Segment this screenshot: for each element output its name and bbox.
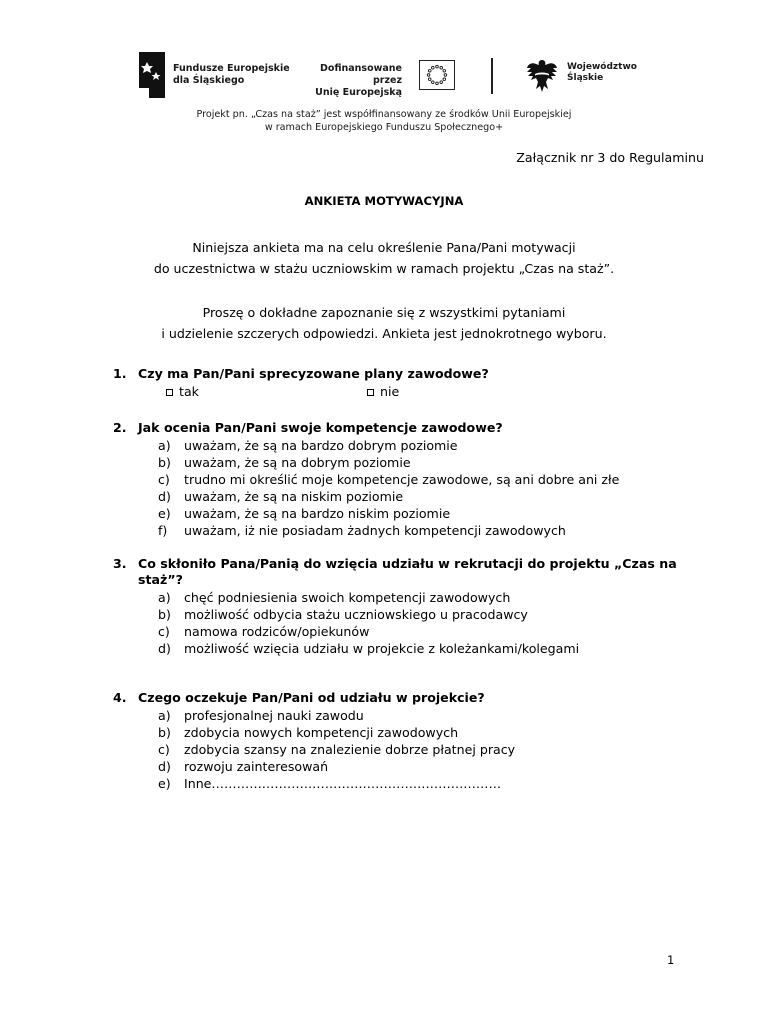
checkbox-no[interactable] [367, 389, 374, 396]
answer-option[interactable] [158, 640, 693, 657]
answer-list [158, 707, 693, 792]
answer-letter: c) [158, 472, 170, 487]
funds-logo-icon [139, 52, 165, 98]
question-heading [113, 690, 693, 706]
region-logo-text [567, 62, 637, 84]
answer-text: uważam, iż nie posiadam żadnych kompetencji zawodowych [184, 523, 566, 538]
answer-text: chęć podniesienia swoich kompetencji zawodowych [184, 590, 511, 605]
intro-p1-line2: do uczestnictwa w stażu uczniowskim w ramach projektu „Czas na staż”. [153, 261, 615, 276]
answer-letter: a) [158, 438, 171, 453]
question-text: Jak ocenia Pan/Pani swoje kompetencje zawodowe? [138, 420, 503, 435]
answer-letter: d) [158, 759, 171, 774]
project-note-line2: w ramach Europejskiego Funduszu Społecznego+ [264, 121, 504, 133]
region-line1: Województwo [567, 62, 637, 72]
question-heading [113, 420, 693, 436]
answer-text: możliwość wzięcia udziału w projekcie z koleżankami/kolegami [184, 641, 580, 656]
answer-option[interactable] [158, 522, 693, 539]
question-number: 1. [113, 366, 127, 381]
option-no[interactable] [367, 384, 399, 400]
question-2 [113, 420, 693, 539]
answer-text: rozwoju zainteresowań [184, 759, 329, 774]
intro-paragraph-2 [0, 302, 768, 344]
answer-option[interactable] [158, 437, 693, 454]
option-yes-label: tak [179, 384, 199, 399]
answer-text: możliwość odbycia stażu uczniowskiego u pracodawcy [184, 607, 528, 622]
project-note-line1: Projekt pn. „Czas na staż” jest współfinansowany ze środków Unii Europejskiej [196, 109, 572, 120]
funds-logo-line2: dla Śląskiego [173, 75, 245, 86]
intro-paragraph-1 [0, 237, 768, 279]
answer-letter: b) [158, 725, 171, 740]
answer-letter: b) [158, 607, 171, 622]
answer-option[interactable] [158, 589, 693, 606]
answer-text: uważam, że są na niskim poziomie [184, 489, 404, 504]
answer-option[interactable] [158, 623, 693, 640]
project-cofinancing-note [150, 109, 618, 134]
answer-text: Inne…………………………………………………………… [184, 776, 502, 791]
answer-text: profesjonalnej nauki zawodu [184, 708, 364, 723]
question-text: Czy ma Pan/Pani sprecyzowane plany zawodowe? [138, 366, 489, 381]
eu-flag-icon [419, 60, 455, 90]
answer-letter: d) [158, 489, 171, 504]
answer-letter: a) [158, 590, 171, 605]
region-line2: Śląskie [567, 73, 604, 83]
answer-option[interactable] [158, 724, 693, 741]
question-text: Czego oczekuje Pan/Pani od udziału w projekcie? [138, 690, 485, 705]
answer-letter: c) [158, 624, 170, 639]
answer-option[interactable] [158, 488, 693, 505]
question-heading [113, 366, 693, 382]
answer-text: uważam, że są na bardzo dobrym poziomie [184, 438, 458, 453]
answer-text: zdobycia szansy na znalezienie dobrze płatnej pracy [184, 742, 516, 757]
answer-option[interactable] [158, 606, 693, 623]
answer-option[interactable] [158, 741, 693, 758]
answer-letter: f) [158, 523, 168, 538]
page-title: ANKIETA MOTYWACYJNA [304, 194, 464, 208]
annex-label: Załącznik nr 3 do Regulaminu [516, 150, 704, 165]
question-text: Co skłoniło Pana/Panią do wzięcia udziału w rekrutacji do projektu „Czas na staż”? [138, 556, 677, 587]
page-number: 1 [667, 953, 675, 967]
answer-text: uważam, że są na dobrym poziomie [184, 455, 411, 470]
answer-option[interactable] [158, 758, 693, 775]
question-number: 4. [113, 690, 127, 705]
option-no-label: nie [380, 384, 400, 399]
answer-list [158, 437, 693, 539]
answer-option[interactable] [158, 471, 693, 488]
answer-letter: c) [158, 742, 170, 757]
funds-logo-text [173, 63, 290, 87]
question-3 [113, 556, 693, 657]
question-number: 3. [113, 556, 127, 571]
answer-letter: e) [158, 506, 171, 521]
intro-p2-line2: i udzielenie szczerych odpowiedzi. Ankieta jest jednokrotnego wyboru. [161, 326, 607, 341]
logo-separator [491, 58, 493, 94]
eu-text-line2: Unię Europejską [315, 87, 402, 98]
answer-option[interactable] [158, 707, 693, 724]
yes-no-options [166, 384, 693, 400]
funds-logo-line1: Fundusze Europejskie [173, 63, 290, 74]
silesia-eagle-icon [524, 57, 560, 97]
answer-letter: d) [158, 641, 171, 656]
intro-p2-line1: Proszę o dokładne zapoznanie się z wszystkimi pytaniami [202, 305, 566, 320]
answer-letter: b) [158, 455, 171, 470]
answer-letter: a) [158, 708, 171, 723]
eu-text-line1: Dofinansowane przez [320, 63, 402, 86]
answer-option[interactable] [158, 454, 693, 471]
answer-text: namowa rodziców/opiekunów [184, 624, 370, 639]
answer-option[interactable] [158, 505, 693, 522]
question-number: 2. [113, 420, 127, 435]
answer-list [158, 589, 693, 657]
checkbox-yes[interactable] [166, 389, 173, 396]
answer-text: uważam, że są na bardzo niskim poziomie [184, 506, 451, 521]
answer-option-other[interactable] [158, 775, 693, 792]
eu-cofinancing-text [296, 63, 402, 99]
answer-text: zdobycia nowych kompetencji zawodowych [184, 725, 459, 740]
intro-p1-line1: Niniejsza ankieta ma na celu określenie Pana/Pani motywacji [192, 240, 576, 255]
option-yes[interactable] [166, 384, 367, 400]
answer-text: trudno mi określić moje kompetencje zawodowe, są ani dobre ani złe [184, 472, 620, 487]
answer-letter: e) [158, 776, 171, 791]
question-1 [113, 366, 693, 400]
question-heading [113, 556, 693, 588]
question-4 [113, 690, 693, 792]
logo-bar [131, 44, 639, 108]
